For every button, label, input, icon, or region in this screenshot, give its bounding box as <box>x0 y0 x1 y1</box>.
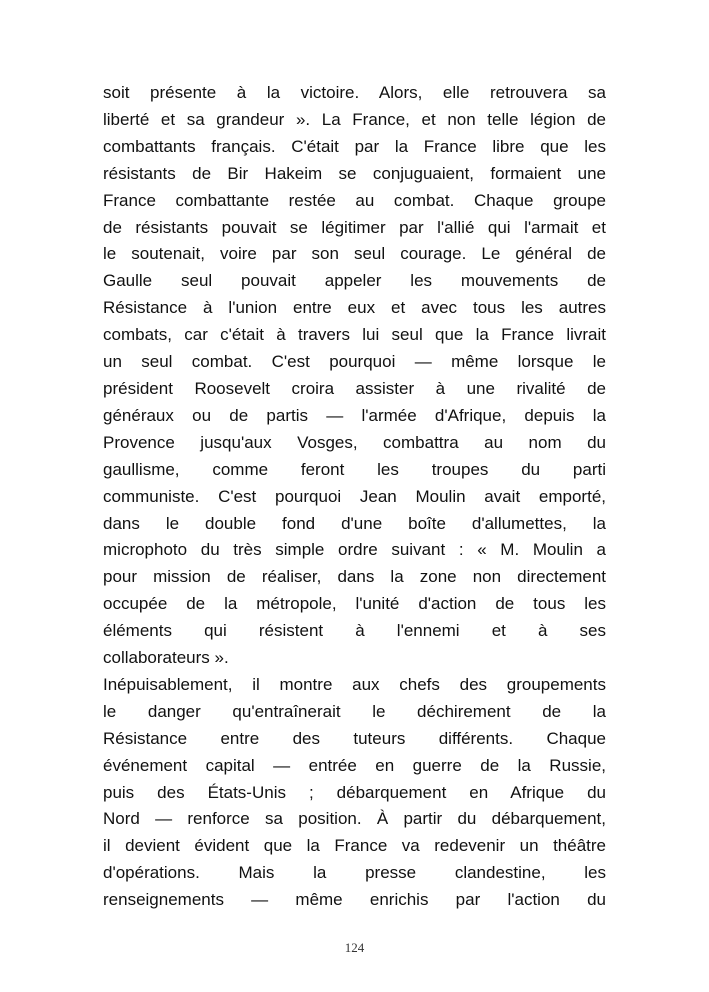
text-line: le danger qu'entraînerait le déchirement de la <box>103 701 606 721</box>
text-line: collaborateurs ». <box>103 648 229 668</box>
text-block <box>103 80 606 914</box>
text-line: pour mission de réaliser, dans la zone non directement <box>103 567 606 587</box>
text-line: occupée de la métropole, l'unité d'action de tous les <box>103 594 606 614</box>
text-line: puis des États-Unis ; débarquement en Afrique du <box>103 782 606 802</box>
text-line: événement capital — entrée en guerre de la Russie, <box>103 755 606 775</box>
text-line: éléments qui résistent à l'ennemi et à ses <box>103 621 606 641</box>
text-line: gaullisme, comme feront les troupes du parti <box>103 459 606 479</box>
text-line: France combattante restée au combat. Chaque groupe <box>103 190 606 210</box>
text-line: Résistance à l'union entre eux et avec tous les autres <box>103 298 606 318</box>
text-line: Gaulle seul pouvait appeler les mouvements de <box>103 271 606 291</box>
text-line: d'opérations. Mais la presse clandestine, les <box>103 863 606 883</box>
text-line: un seul combat. C'est pourquoi — même lorsque le <box>103 352 606 372</box>
text-line: renseignements — même enrichis par l'action du <box>103 890 606 910</box>
text-line: dans le double fond d'une boîte d'allumettes, la <box>103 513 606 533</box>
text-line: communiste. C'est pourquoi Jean Moulin avait emporté, <box>103 486 606 506</box>
text-line: il devient évident que la France va redevenir un théâtre <box>103 836 606 856</box>
text-line: soit présente à la victoire. Alors, elle retrouvera sa <box>103 83 606 102</box>
text-line: Nord — renforce sa position. À partir du débarquement, <box>103 809 606 829</box>
text-line: combats, car c'était à travers lui seul que la France livrait <box>103 325 606 345</box>
text-line: de résistants pouvait se légitimer par l'allié qui l'armait et <box>103 217 606 237</box>
text-line: Résistance entre des tuteurs différents. Chaque <box>103 728 606 748</box>
text-line: Provence jusqu'aux Vosges, combattra au nom du <box>103 432 606 452</box>
text-line: microphoto du très simple ordre suivant : « M. Moulin a <box>103 540 606 560</box>
text-line: liberté et sa grandeur ». La France, et non telle légion de <box>103 109 606 129</box>
text-line: président Roosevelt croira assister à une rivalité de <box>103 378 606 398</box>
text-line: généraux ou de partis — l'armée d'Afrique, depuis la <box>103 405 606 425</box>
text-line: Inépuisablement, il montre aux chefs des groupements <box>103 674 606 694</box>
text-line: combattants français. C'était par la France libre que les <box>103 136 606 156</box>
page-number: 124 <box>344 940 365 955</box>
text-line: le soutenait, voire par son seul courage. Le général de <box>103 244 606 264</box>
text-line: résistants de Bir Hakeim se conjuguaient, formaient une <box>103 163 606 183</box>
